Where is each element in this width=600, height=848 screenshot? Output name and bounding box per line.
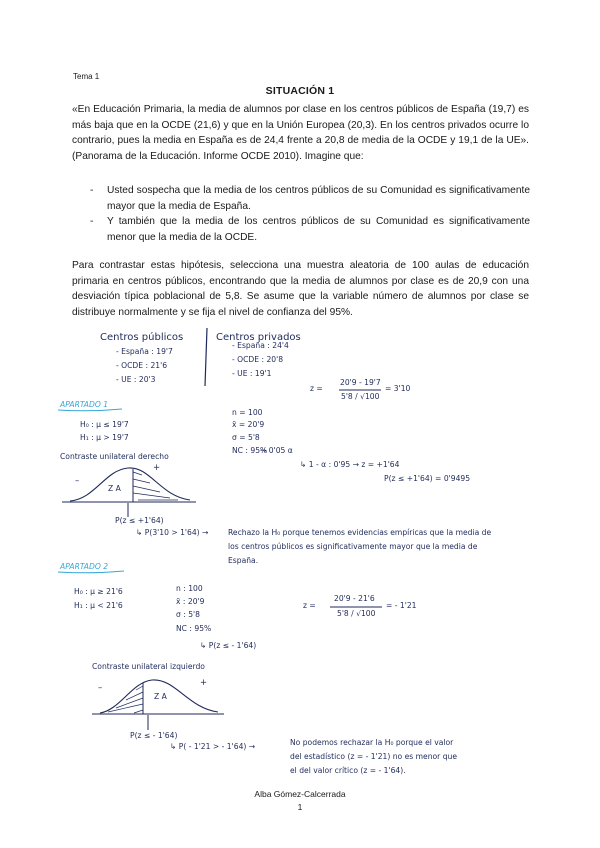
privados-title: Centros privados — [216, 332, 301, 343]
curve1-critical: P(z ≤ +1'64) — [115, 516, 164, 525]
a2-param: n : 100 — [176, 584, 203, 593]
z1-result: = 3'10 — [385, 384, 411, 393]
privados-item: - OCDE : 20'8 — [232, 355, 284, 364]
topic-label: Tema 1 — [73, 72, 100, 81]
page-title: SITUACIÓN 1 — [265, 85, 335, 97]
apartado2-underline — [58, 571, 124, 573]
a1-h0: H₀ : μ ≤ 19'7 — [80, 420, 129, 429]
a1-one-minus-alpha: ↳ 1 - α : 0'95 → z = +1'64 — [300, 460, 400, 469]
curve1-plus: + — [153, 463, 161, 473]
curve1-minus: – — [75, 476, 80, 486]
publicos-item: - España : 19'7 — [116, 347, 173, 356]
a1-conclusion: España. — [228, 556, 259, 565]
page-number: 1 — [297, 802, 303, 812]
curve2-hatch — [108, 686, 143, 713]
curve2-plus: + — [200, 678, 208, 688]
a2-param: NC : 95% — [176, 624, 212, 633]
a1-comparison: ↳ P(3'10 > 1'64) → — [136, 528, 209, 537]
publicos-title: Centros públicos — [100, 332, 184, 343]
curve1-hatch — [133, 472, 178, 500]
publicos-item: - UE : 20'3 — [116, 375, 156, 384]
z2-denominator: 5'8 / √100 — [337, 609, 376, 618]
bullet-text: Y también que la media de los centros públicos de su Comunidad es significativamente menor que la media de la OCDE. — [107, 216, 530, 243]
intro-paragraph: «En Educación Primaria, la media de alumnos por clase en los centros públicos de España (19,7) es más baja que en la OCDE (21,6) y que en la Unión Europea (20,3). En los centros privados ocurre lo contrario, pues la media en España es de 24,4 frente a 20,8 de media de la OCDE y 19,1 de la UE». (Panorama de la Educación. Informe OCDE 2010). Imagine que: — [72, 104, 529, 162]
privados-item: - España : 24'4 — [232, 341, 289, 350]
a1-probability: P(z ≤ +1'64) = 0'9495 — [384, 474, 471, 483]
z1-denominator: 5'8 / √100 — [341, 392, 380, 401]
a1-param: n = 100 — [232, 408, 263, 417]
a2-conclusion: del estadístico (z = - 1'21) no es menor que — [290, 752, 458, 761]
a2-conclusion: No podemos rechazar la H₀ porque el valor — [290, 738, 454, 747]
z2-result: = - 1'21 — [386, 601, 417, 610]
a1-param: x̄ = 20'9 — [232, 420, 265, 429]
a1-param: NC : 95% — [232, 446, 268, 455]
footer-author: Alba Gómez-Calcerrada — [254, 789, 346, 799]
curve2-critical: P(z ≤ - 1'64) — [130, 731, 178, 740]
bullet-dash: - — [90, 216, 94, 227]
curve2-title: Contraste unilateral izquierdo — [92, 662, 205, 671]
curve2-zone-label: Z A — [154, 692, 167, 701]
z2-numerator: 20'9 - 21'6 — [334, 594, 375, 603]
apartado1-label: APARTADO 1 — [60, 400, 109, 409]
a1-conclusion: Rechazo la H₀ porque tenemos evidencias empíricas que la media de — [228, 528, 492, 537]
bullet-text: Usted sospecha que la media de los centros públicos de su Comunidad es significativamente mayor que la media de España. — [107, 185, 530, 212]
a1-h1: H₁ : μ > 19'7 — [80, 433, 129, 442]
z2-label: z = — [303, 601, 316, 610]
z1-numerator: 20'9 - 19'7 — [340, 378, 381, 387]
a2-probability: ↳ P(z ≤ - 1'64) — [200, 641, 257, 650]
bullet-dash: - — [90, 185, 94, 196]
a1-alpha: → 0'05 α — [260, 446, 293, 455]
curve1-title: Contraste unilateral derecho — [60, 452, 169, 461]
a1-param: σ = 5'8 — [232, 433, 260, 442]
a2-conclusion: el del valor crítico (z = - 1'64). — [290, 766, 406, 775]
a2-param: σ : 5'8 — [176, 610, 200, 619]
z1-label: z = — [310, 384, 323, 393]
privados-item: - UE : 19'1 — [232, 369, 272, 378]
publicos-item: - OCDE : 21'6 — [116, 361, 168, 370]
curve1-zone-label: Z A — [108, 484, 121, 493]
separator-line — [205, 328, 207, 386]
a2-param: x̄ : 20'9 — [176, 597, 205, 606]
a2-h0: H₀ : μ ≥ 21'6 — [74, 587, 123, 596]
apartado1-underline — [58, 409, 122, 411]
apartado2-label: APARTADO 2 — [60, 562, 109, 571]
curve2-minus: – — [98, 683, 103, 693]
a2-h1: H₁ : μ < 21'6 — [74, 601, 123, 610]
a2-comparison: ↳ P( - 1'21 > - 1'64) → — [170, 742, 256, 751]
contrast-paragraph: Para contrastar estas hipótesis, selecciona una muestra aleatoria de 100 aulas de educación primaria en centros públicos, encontrando que la media de alumnos por clase es de 20,9 con una desviación típica poblacional de 5,8. Se asume que la variable número de alumnos por clase se distribuye normalmente y se fija el nivel de confianza del 95%. — [72, 260, 529, 318]
curve1-bell — [70, 468, 190, 501]
a1-conclusion: los centros públicos es significativamente mayor que la media de — [228, 542, 478, 551]
